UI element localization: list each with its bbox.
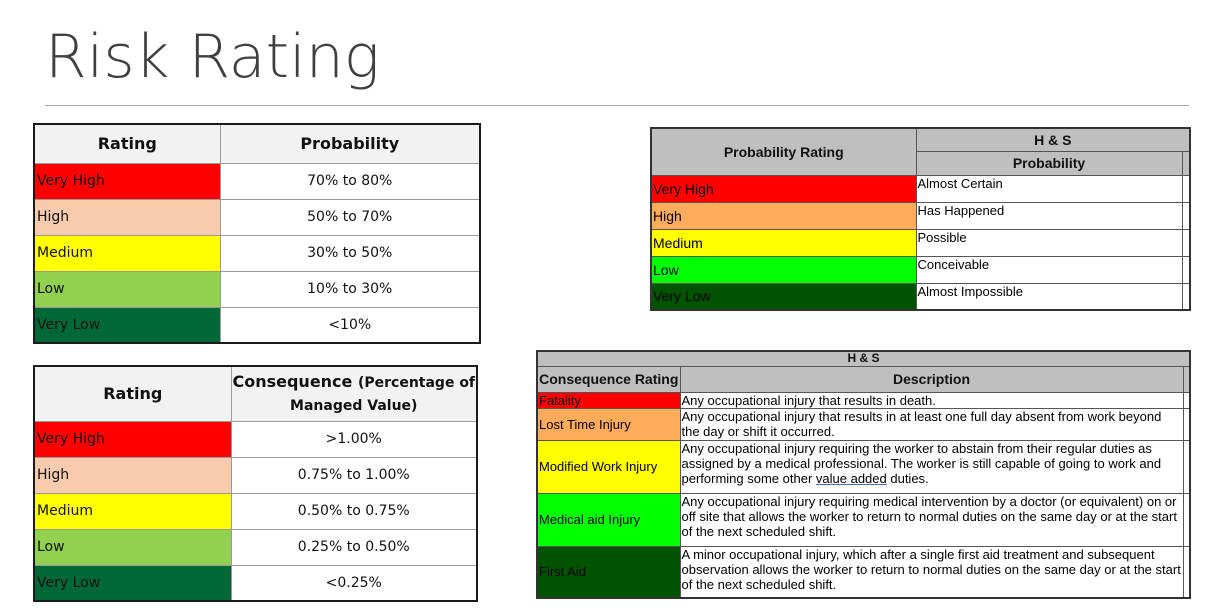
value-cell: Almost Certain bbox=[916, 175, 1182, 202]
table-row bbox=[651, 256, 1190, 283]
table-row bbox=[651, 175, 1190, 202]
rating-cell: Very Low bbox=[651, 283, 916, 310]
header-consequence-main: Consequence bbox=[232, 371, 353, 391]
header-consequence-rating: Consequence Rating bbox=[537, 366, 680, 392]
rating-cell: Medical aid Injury bbox=[537, 493, 680, 546]
rating-cell: Lost Time Injury bbox=[537, 408, 680, 440]
header-description: Description bbox=[680, 366, 1183, 392]
description-cell: Any occupational injury requiring medical intervention by a doctor (or equivalent) on or off site that allows the worker to return to normal duties on the same day or at the start of the next scheduled shift. bbox=[680, 493, 1183, 546]
rating-cell: Medium bbox=[34, 235, 220, 271]
table-row bbox=[537, 493, 1190, 546]
header-hs: H & S bbox=[916, 128, 1190, 151]
value-cell: 0.75% to 1.00% bbox=[231, 457, 477, 493]
description-cell: Any occupational injury requiring the worker to abstain from their regular duties as assigned by a medical professional. The worker is still capable of going to work and performing some other value added duties. bbox=[680, 440, 1183, 493]
header-probability: Probability bbox=[916, 151, 1182, 175]
value-cell: Conceivable bbox=[916, 256, 1182, 283]
rating-cell: Very High bbox=[34, 163, 220, 199]
value-cell: 0.50% to 0.75% bbox=[231, 493, 477, 529]
table-row bbox=[651, 202, 1190, 229]
header-edge bbox=[1182, 151, 1190, 175]
rating-cell: Fatality bbox=[537, 392, 680, 408]
value-cell: >1.00% bbox=[231, 421, 477, 457]
value-cell: 30% to 50% bbox=[220, 235, 480, 271]
description-cell: Any occupational injury that results in at least one full day absent from work beyond the day or shift it occurred. bbox=[680, 408, 1183, 440]
value-cell: <10% bbox=[220, 307, 480, 343]
rating-cell: Medium bbox=[651, 229, 916, 256]
table-row bbox=[537, 440, 1190, 493]
rating-cell: Very Low bbox=[34, 565, 231, 601]
rating-cell: Very Low bbox=[34, 307, 220, 343]
header-consequence bbox=[231, 366, 477, 421]
rating-cell: Very High bbox=[651, 175, 916, 202]
rating-cell: Very High bbox=[34, 421, 231, 457]
rating-cell: Modified Work Injury bbox=[537, 440, 680, 493]
value-cell: 0.25% to 0.50% bbox=[231, 529, 477, 565]
header-hs: H & S bbox=[537, 351, 1190, 366]
header-edge bbox=[1183, 366, 1190, 392]
probability-table bbox=[33, 123, 481, 344]
table-row bbox=[537, 546, 1190, 598]
table-row bbox=[537, 408, 1190, 440]
value-cell: Almost Impossible bbox=[916, 283, 1182, 310]
table-row bbox=[34, 421, 477, 457]
table-row bbox=[34, 307, 480, 343]
rating-cell: High bbox=[651, 202, 916, 229]
description-cell: Any occupational injury that results in death. bbox=[680, 392, 1183, 408]
rating-cell: Low bbox=[34, 271, 220, 307]
value-cell: 50% to 70% bbox=[220, 199, 480, 235]
value-cell: 70% to 80% bbox=[220, 163, 480, 199]
rating-cell: High bbox=[34, 199, 220, 235]
table-row bbox=[34, 565, 477, 601]
table-row bbox=[651, 283, 1190, 310]
title-divider bbox=[45, 105, 1189, 106]
page-title: Risk Rating bbox=[45, 22, 380, 92]
header-consequence-sub: (Percentage of Managed Value) bbox=[290, 374, 476, 414]
hs-probability-table bbox=[650, 127, 1191, 311]
table-row bbox=[34, 271, 480, 307]
table-row bbox=[34, 163, 480, 199]
value-cell: Possible bbox=[916, 229, 1182, 256]
description-cell: A minor occupational injury, which after a single first aid treatment and subsequent observation allows the worker to return to normal duties on the same day or at the start of the next scheduled shift. bbox=[680, 546, 1183, 598]
table-row bbox=[34, 493, 477, 529]
rating-cell: Medium bbox=[34, 493, 231, 529]
table-row bbox=[651, 229, 1190, 256]
rating-cell: Low bbox=[651, 256, 916, 283]
header-rating: Rating bbox=[34, 124, 220, 163]
header-rating: Rating bbox=[34, 366, 231, 421]
table-row bbox=[34, 235, 480, 271]
hs-consequence-table bbox=[536, 350, 1191, 599]
table-row bbox=[34, 457, 477, 493]
rating-cell: First Aid bbox=[537, 546, 680, 598]
value-cell: Has Happened bbox=[916, 202, 1182, 229]
table-row bbox=[34, 199, 480, 235]
rating-cell: Low bbox=[34, 529, 231, 565]
consequence-table bbox=[33, 365, 478, 602]
value-cell: 10% to 30% bbox=[220, 271, 480, 307]
rating-cell: High bbox=[34, 457, 231, 493]
header-probability: Probability bbox=[220, 124, 480, 163]
value-cell: <0.25% bbox=[231, 565, 477, 601]
table-row bbox=[34, 529, 477, 565]
header-probability-rating: Probability Rating bbox=[651, 128, 916, 175]
table-row bbox=[537, 392, 1190, 408]
